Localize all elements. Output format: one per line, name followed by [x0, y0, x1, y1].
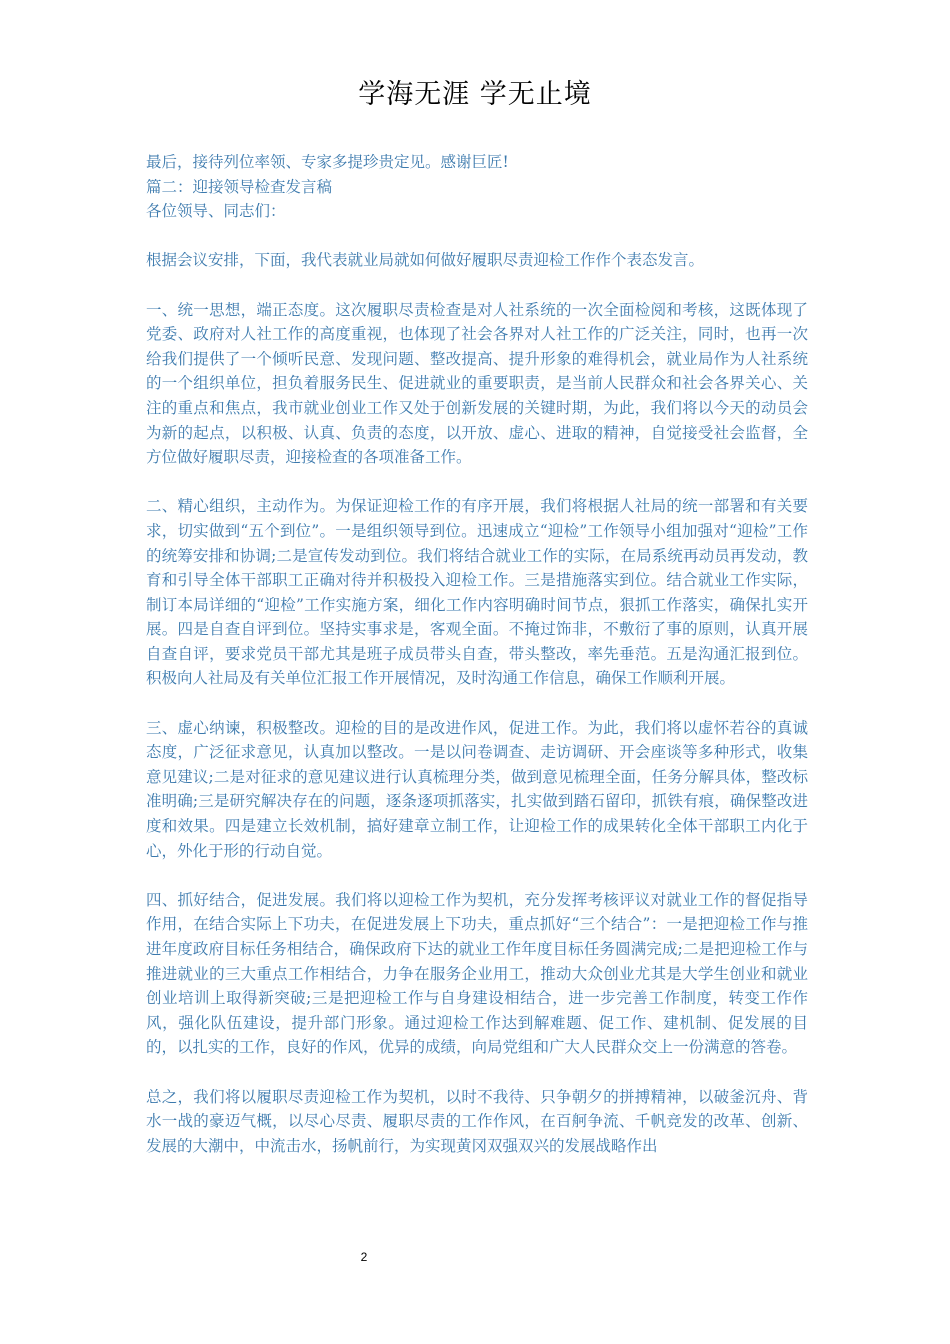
- paragraph-intro: 根据会议安排，下面，我代表就业局就如何做好履职尽责迎检工作作个表态发言。: [146, 251, 705, 270]
- paragraph-section-2: 二、精心组织，主动作为。为保证迎检工作的有序开展，我们将根据人社局的统一部署和有关要求，切实做到“五个到位”。一是组织领导到位。迅速成立“迎检”工作领导小组加强对“迎检”工作的统筹安排和协调;二是宣传发动到位。我们将结合就业工作的实际，在局系统再动员再发动，教育和引导全体干部职工正确对待并积极投入迎检工作。三是措施落实到位。结合就业工作实际，制订本局详细的“迎检”工作实施方案，细化工作内容明确时间节点，狠抓工作落实，确保扎实开展。四是自查自评到位。坚持实事求是，客观全面。不掩过饰非，不敷衍了事的原则，认真开展自查自评，要求党员干部尤其是班子成员带头自查，带头整改，率先垂范。五是沟通汇报到位。积极向人社局及有关单位汇报工作开展情况，及时沟通工作信息，确保工作顺利开展。: [146, 497, 808, 688]
- page-number: 2: [360, 1250, 368, 1264]
- page-header-title: 学海无涯 学无止境: [358, 79, 592, 110]
- paragraph-section-3: 三、虚心纳谏，积极整改。迎检的目的是改进作风，促进工作。为此，我们将以虚怀若谷的真诚态度，广泛征求意见，认真加以整改。一是以问卷调查、走访调研、开会座谈等多种形式，收集意见建议;二是对征求的意见建议进行认真梳理分类，做到意见梳理全面，任务分解具体，整改标准明确;三是研究解决存在的问题，逐条逐项抓落实，扎实做到踏石留印，抓铁有痕，确保整改进度和效果。四是建立长效机制，搞好建章立制工作，让迎检工作的成果转化全体干部职工内化于心，外化于形的行动自觉。: [146, 718, 808, 860]
- paragraph-section-1: 一、统一思想，端正态度。这次履职尽责检查是对人社系统的一次全面检阅和考核，这既体现了党委、政府对人社工作的高度重视，也体现了社会各界对人社工作的广泛关注，同时，也再一次给我们提供了一个倾听民意、发现问题、整改提高、提升形象的难得机会，就业局作为人社系统的一个组织单位，担负着服务民生、促进就业的重要职责，是当前人民群众和社会各界关心、关注的重点和焦点，我市就业创业工作又处于创新发展的关键时期，为此，我们将以今天的动员会为新的起点，以积极、认真、负责的态度，以开放、虚心、进取的精神，自觉接受社会监督，全方位做好履职尽责，迎接检查的各项准备工作。: [146, 300, 808, 467]
- paragraph-section-4: 四、抓好结合，促进发展。我们将以迎检工作为契机，充分发挥考核评议对就业工作的督促指导作用，在结合实际上下功夫，在促进发展上下功夫，重点抓好“三个结合”：一是把迎检工作与推进年度政府目标任务相结合，确保政府下达的就业工作年度目标任务圆满完成;二是把迎检工作与推进就业的三大重点工作相结合，力争在服务企业用工，推动大众创业尤其是大学生创业和就业创业培训上取得新突破;三是把迎检工作与自身建设相结合，进一步完善工作制度，转变工作作风，强化队伍建设，提升部门形象。通过迎检工作达到解难题、促工作、建机制、促发展的目的，以扎实的工作，良好的作风，优异的成绩，向局党组和广大人民群众交上一份满意的答卷。: [146, 890, 808, 1057]
- closing-line: 最后，接待列位率领、专家多提珍贵定见。感谢巨匠!: [146, 153, 509, 171]
- document-body: [146, 150, 808, 1158]
- salutation: 各位领导、同志们：: [146, 202, 286, 221]
- paragraph-conclusion: 总之，我们将以履职尽责迎检工作为契机，以时不我待、只争朝夕的拼搏精神，以破釜沉舟、背水一战的豪迈气概，以尽心尽责、履职尽责的工作作风，在百舸争流、千帆竞发的改革、创新、发展的大潮中，中流击水，扬帆前行，为实现黄冈双强双兴的发展战略作出: [146, 1087, 808, 1155]
- section-title: 篇二：迎接领导检查发言稿: [146, 177, 333, 196]
